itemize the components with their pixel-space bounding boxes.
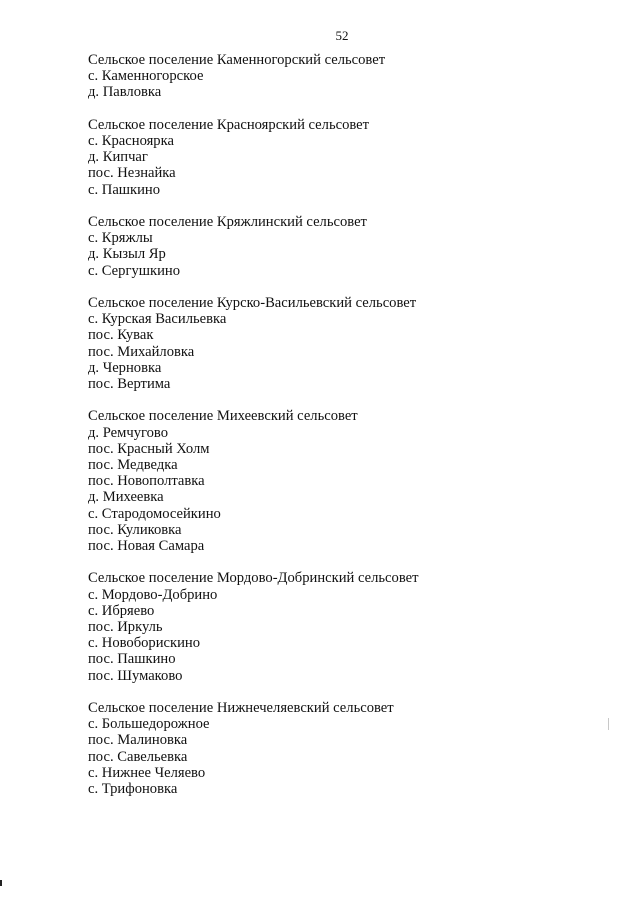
- settlement-list: [88, 133, 608, 198]
- settlement-item: пос. Иркуль: [88, 619, 163, 636]
- settlement-item: пос. Малиновка: [88, 732, 188, 749]
- settlement-item: с. Ибряево: [88, 602, 155, 619]
- settlement-section: [88, 570, 608, 683]
- section-title: Сельское поселение Михеевский сельсовет: [88, 408, 358, 425]
- settlement-item: д. Павловка: [88, 84, 162, 101]
- section-title: Сельское поселение Каменногорский сельсовет: [88, 52, 386, 68]
- settlement-item: с. Новоборискино: [88, 635, 201, 652]
- settlement-item: пос. Савельевка: [88, 748, 188, 765]
- settlement-item: пос. Медведка: [88, 457, 178, 474]
- settlement-section: [88, 52, 608, 101]
- settlement-item: д. Михеевка: [88, 489, 164, 506]
- scan-artifact: [608, 718, 609, 730]
- settlement-item: с. Пашкино: [88, 181, 161, 198]
- settlement-item: с. Кряжлы: [88, 230, 153, 247]
- settlement-item: д. Кипчаг: [88, 149, 148, 166]
- settlement-list: [88, 716, 608, 797]
- settlement-list: [88, 230, 608, 279]
- settlement-item: с. Красноярка: [88, 133, 174, 149]
- settlement-item: пос. Новая Самара: [88, 538, 205, 555]
- scan-edge-mark: [0, 880, 2, 886]
- settlement-item: с. Сергушкино: [88, 262, 180, 279]
- section-title: Сельское поселение Курско-Васильевский сельсовет: [88, 295, 417, 311]
- settlement-item: с. Нижнее Челяево: [88, 764, 206, 781]
- settlement-item: пос. Михайловка: [88, 343, 195, 360]
- settlement-item: с. Курская Васильевка: [88, 311, 227, 328]
- section-title: Сельское поселение Мордово-Добринский сельсовет: [88, 570, 419, 587]
- settlement-item: с. Мордово-Добрино: [88, 586, 218, 603]
- settlement-list: [88, 587, 608, 684]
- section-title: Сельское поселение Красноярский сельсовет: [88, 116, 370, 133]
- section-title: Сельское поселение Нижнечеляевский сельсовет: [88, 700, 394, 717]
- settlement-item: пос. Незнайка: [88, 165, 176, 182]
- settlement-item: пос. Пашкино: [88, 651, 176, 668]
- document-body: [88, 52, 608, 813]
- settlement-item: с. Каменногорское: [88, 68, 204, 85]
- settlement-item: пос. Куликовка: [88, 521, 182, 538]
- settlement-item: д. Кызыл Яр: [88, 246, 166, 263]
- settlement-item: пос. Шумаково: [88, 667, 183, 684]
- settlement-item: пос. Красный Холм: [88, 440, 210, 457]
- settlement-item: с. Трифоновка: [88, 781, 178, 798]
- settlement-item: с. Большедорожное: [88, 716, 210, 733]
- settlement-item: с. Стародомосейкино: [88, 505, 221, 522]
- page-number: 52: [335, 28, 349, 43]
- settlement-list: [88, 68, 608, 100]
- section-title: Сельское поселение Кряжлинский сельсовет: [88, 214, 367, 230]
- settlement-item: пос. Новополтавка: [88, 473, 205, 490]
- settlement-section: [88, 408, 608, 554]
- settlement-list: [88, 311, 608, 392]
- settlement-item: д. Черновка: [88, 359, 162, 376]
- settlement-item: пос. Кувак: [88, 327, 154, 344]
- settlement-item: пос. Вертима: [88, 376, 171, 393]
- settlement-list: [88, 425, 608, 555]
- settlement-section: [88, 214, 608, 279]
- settlement-item: д. Ремчугово: [88, 424, 169, 441]
- settlement-section: [88, 117, 608, 198]
- settlement-section: [88, 700, 608, 797]
- settlement-section: [88, 295, 608, 392]
